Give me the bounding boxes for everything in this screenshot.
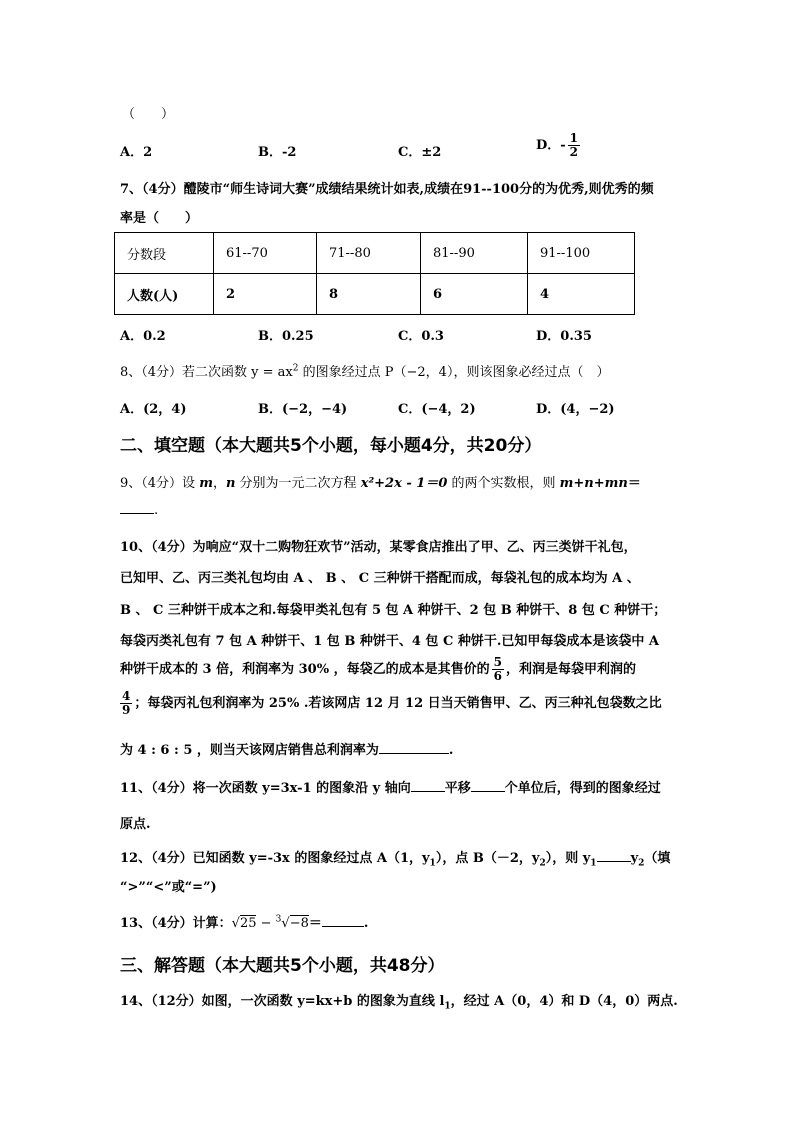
minus: − <box>256 916 276 931</box>
q9-expression: m+n+mn <box>559 476 628 491</box>
q10-line2: 已知甲、乙、丙三类礼包均由 A 、 B 、 C 三种饼干搭配而成，每袋礼包的成本均为 A 、 <box>120 571 640 586</box>
q10-line5-text-b: ，利润是每袋甲利润的 <box>505 662 636 677</box>
q13-text: 13、（4分）计算： <box>120 916 232 931</box>
q7-line2: 率是（ ） <box>120 211 199 226</box>
q8-option-c: C．(−4，2) <box>398 402 476 417</box>
q8-option-b: B．(−2，−4) <box>258 402 348 417</box>
table-cell: 61--70 <box>214 233 317 274</box>
q9-line2 <box>120 501 158 518</box>
q9-var-m: m <box>199 476 213 491</box>
q12-text: 12、（4分）已知函数 y=-3x 的图象经过点 A（1，y <box>120 851 430 866</box>
fraction-numerator: 4 <box>122 689 131 703</box>
q10-line7 <box>120 739 453 758</box>
q10-fraction-4-9 <box>120 690 132 717</box>
answer-blank[interactable] <box>379 741 449 754</box>
radicand: −8 <box>289 916 309 931</box>
table-cell: 2 <box>214 274 317 315</box>
table-cell: 81--90 <box>421 233 528 274</box>
q8-option-a: A．(2，4) <box>120 402 187 417</box>
q6-option-d-label: D．- <box>536 138 566 153</box>
q9-line1 <box>120 472 641 491</box>
table-row <box>115 274 635 315</box>
q12-line1 <box>120 847 670 869</box>
q7-option-c: C．0.3 <box>398 329 444 344</box>
q9-var-n: n <box>225 476 236 491</box>
table-cell: 71--80 <box>317 233 421 274</box>
table-cell: 4 <box>528 274 635 315</box>
fraction-denominator: 9 <box>122 703 131 717</box>
q14-text: ，经过 A（0，4）和 D（4，0）两点. <box>450 994 678 1009</box>
q6-option-a: A．2 <box>120 145 153 160</box>
section-2-heading: 二、填空题（本大题共5个小题，每小题4分，共20分） <box>120 436 542 456</box>
q10-line5-text-a: 种饼干成本的 3 倍，利润率为 30% ，每袋乙的成本是其售价的 <box>120 662 490 677</box>
q12-text: ），则 y <box>545 851 591 866</box>
table-cell: 6 <box>421 274 528 315</box>
q6-option-c: C．±2 <box>398 145 442 160</box>
fraction-denominator: 2 <box>569 145 579 159</box>
q10-fraction-5-6 <box>492 656 504 683</box>
q9-text: 9、（4分）设 <box>120 476 200 491</box>
q7-option-a: A．0.2 <box>120 329 166 344</box>
q8-line1 <box>120 361 609 380</box>
table-cell: 91--100 <box>528 233 635 274</box>
q8-text-b: 的图象经过点 P（−2，4），则该图象必经过点（ ） <box>298 365 610 380</box>
section-3-heading: 三、解答题（本大题共5个小题，共48分） <box>120 956 445 976</box>
q6-option-b: B．-2 <box>258 145 297 160</box>
q6-option-d-fraction <box>568 132 580 159</box>
table-header-row <box>115 233 635 274</box>
q11-line2: 原点. <box>120 817 151 832</box>
q7-option-d: D．0.35 <box>536 329 592 344</box>
q12-text: ），点 B（－2，y <box>435 851 540 866</box>
fraction-numerator: 1 <box>569 131 579 145</box>
q11-line1 <box>120 777 661 796</box>
q9-sep: ， <box>212 476 226 491</box>
q9-equation: x²+2x - 1＝0 <box>360 476 448 491</box>
q12-text: （填 <box>644 851 671 866</box>
q12-line2: “>”“<”或“=”) <box>120 880 217 895</box>
q9-period: . <box>154 503 159 518</box>
q14-line1 <box>120 990 678 1012</box>
sqrt-25: √25 <box>231 916 257 931</box>
table-cell: 分数段 <box>115 233 214 274</box>
q10-line4: 每袋丙类礼包有 7 包 A 种饼干、1 包 B 种饼干、4 包 C 种饼干.已知甲每袋成本是该袋中 A <box>120 634 659 649</box>
answer-blank[interactable] <box>597 849 631 862</box>
cbrt-neg8: $^3$√−8 <box>275 914 309 931</box>
radicand: 25 <box>239 916 257 931</box>
q12-subscript: 2 <box>638 858 645 869</box>
q12-subscript: 1 <box>429 858 436 869</box>
q13-line <box>120 912 368 931</box>
q14-subscript: 1 <box>444 1001 451 1012</box>
q12-text: y <box>630 851 639 866</box>
q14-text: 14、（12分）如图，一次函数 y=kx+b 的图象为直线 l <box>120 994 445 1009</box>
answer-blank[interactable] <box>322 914 364 927</box>
q8-exponent: 2 <box>292 363 299 374</box>
fraction-denominator: 6 <box>493 669 502 683</box>
q12-subscript: 2 <box>539 858 546 869</box>
q8-text-a: 8、（4分）若二次函数 y = ax <box>120 365 293 380</box>
answer-blank[interactable] <box>120 501 154 514</box>
q6-option-d <box>536 132 582 159</box>
q11-text-c: 个单位后，得到的图象经过 <box>504 781 661 796</box>
q11-text-a: 11、（4分）将一次函数 y=3x-1 的图象沿 y 轴向 <box>120 781 411 796</box>
score-table <box>114 232 635 315</box>
q10-period: . <box>448 743 454 758</box>
q13-period: . <box>363 916 369 931</box>
q12-subscript: 1 <box>590 858 597 869</box>
q10-line7-text: 为 4 : 6 : 5 ，则当天该网店销售总利润率为 <box>120 743 379 758</box>
q13-equals: ＝ <box>308 916 322 931</box>
table-cell: 人数(人) <box>115 274 214 315</box>
q10-line1: 10、（4分）为响应“双十二购物狂欢节”活动，某零食店推出了甲、乙、丙三类饼干礼包， <box>120 540 637 555</box>
q11-text-b: 平移 <box>444 781 471 796</box>
answer-blank[interactable] <box>471 779 505 792</box>
q8-option-d: D．(4，−2) <box>536 402 615 417</box>
q9-equals: ＝ <box>627 476 641 491</box>
q9-text: 分别为一元二次方程 <box>235 476 361 491</box>
q6-stem-end: （ ） <box>122 107 175 122</box>
q7-option-b: B．0.25 <box>258 329 314 344</box>
q10-line3: B 、 C 三种饼干成本之和.每袋甲类礼包有 5 包 A 种饼干、2 包 B 种饼干、8 包 C 种饼干； <box>120 603 667 618</box>
table-cell: 8 <box>317 274 421 315</box>
q10-line6 <box>120 690 662 717</box>
q9-text: 的两个实数根，则 <box>447 476 560 491</box>
q10-line5 <box>120 656 636 683</box>
fraction-numerator: 5 <box>493 655 502 669</box>
q7-line1: 7、（4分）醴陵市“师生诗词大赛”成绩结果统计如表,成绩在91--100分的为优秀,则优秀的频 <box>120 182 654 197</box>
root-index: 3 <box>275 914 282 925</box>
q10-line6-text: ；每袋丙礼包利润率为 25% .若该网店 12 月 12 日当天销售甲、乙、丙三种礼包袋数之比 <box>134 696 662 711</box>
answer-blank[interactable] <box>411 779 445 792</box>
